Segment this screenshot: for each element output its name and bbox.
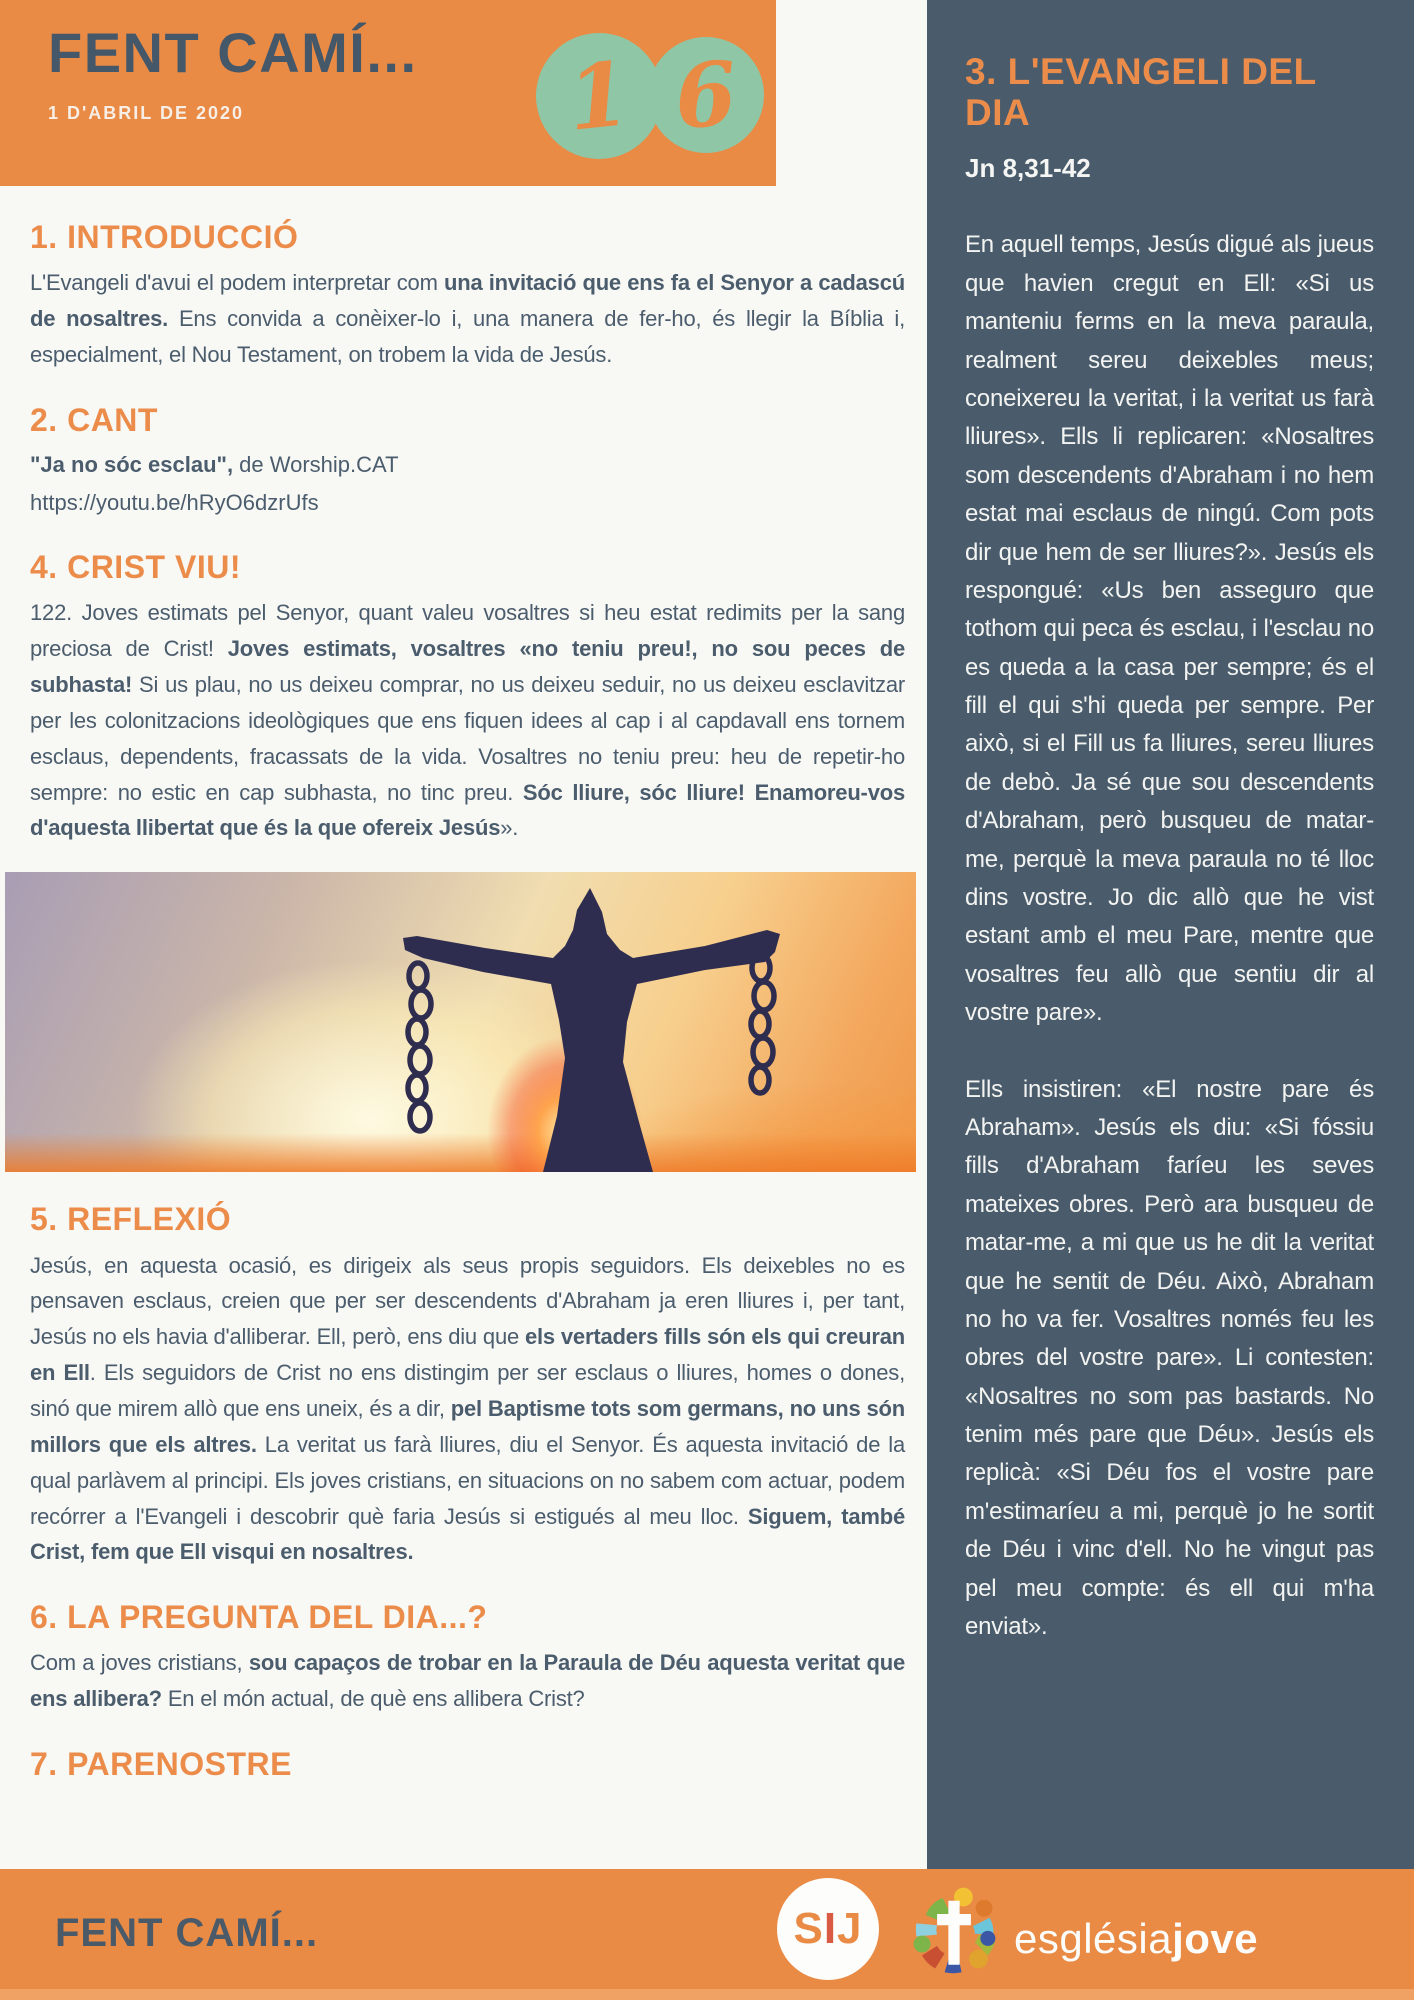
youtube-url[interactable]: https://youtu.be/hRyO6dzrUfs: [30, 490, 319, 516]
section-cant: [30, 403, 905, 520]
issue-badge-circle-1: [536, 33, 662, 159]
issue-badge-circle-2: [648, 37, 764, 153]
main-column: [0, 186, 927, 1792]
issue-digit-1: 1: [563, 41, 635, 151]
sij-letter-s: S: [793, 1904, 824, 1953]
introduccio-paragraph: L'Evangeli d'avui el podem interpretar com una invitació que ens fa el Senyor a cadascú de nosaltres. Ens convida a conèixer-lo i, una manera de fer-ho, és llegir la Bíblia i, especialment, el Nou Testament, on trobem la vida de Jesús.: [30, 270, 905, 367]
footer-title: FENT CAMÍ...: [55, 1911, 319, 1955]
section-pregunta: [30, 1600, 905, 1717]
footer-bar: [0, 1869, 1414, 2000]
introduccio-heading: 1. INTRODUCCIÓ: [30, 219, 299, 255]
pregunta-paragraph: Com a joves cristians, sou capaços de trobar en la Paraula de Déu aquesta veritat que ens allibera? En el món actual, de què ens allibera Crist?: [30, 1650, 905, 1712]
parenostre-heading: 7. PARENOSTRE: [30, 1746, 292, 1783]
chain-left: [408, 963, 431, 1131]
crist-viu-heading: 4. CRIST VIU!: [30, 549, 241, 586]
freedom-photo: [5, 872, 916, 1172]
section-reflexio: [30, 1202, 905, 1570]
footer-bottom-edge: [0, 1989, 1414, 2000]
page-title: FENT CAMÍ...: [48, 21, 418, 84]
sij-letter-j: J: [837, 1904, 863, 1953]
section-parenostre: [30, 1747, 905, 1782]
reflexio-paragraph: Jesús, en aquesta ocasió, es dirigeix als seus propis seguidors. Els deixebles no es pensaven esclaus, creien que per ser descendents d'Abraham ja eren lliures i, per tant, Jesús no els havia d'alliberar. Ell, però, ens diu que els vertaders fills són els qui creuran en Ell. Els seguidors de Crist no ens distingim per ser esclaus o lliures, homes o dones, sinó que mirem allò que ens uneix, és a dir, pel Baptisme tots som germans, no uns són millors que els altres. La veritat us farà lliures, diu el Senyor. És aquesta invitació de la qual parlàvem al principi. Els joves cristians, en situacions on no sabem com actuar, podem recórrer a l'Evangeli i descobrir què faria Jesús si estigués al meu lloc. Siguem, també Crist, fem que Ell visqui en nosaltres.: [30, 1252, 905, 1565]
section-introduccio: [30, 220, 905, 373]
issue-digit-2: 6: [671, 40, 741, 150]
evangeli-reference: Jn 8,31-42: [965, 153, 1091, 184]
issue-badge: [536, 33, 776, 161]
esglesiajove-icon: [907, 1882, 1001, 1976]
silhouette-figure: [403, 888, 780, 1172]
cant-song-title: "Ja no sóc esclau", de Worship.CAT: [30, 451, 399, 477]
evangeli-paragraph-1: En aquell temps, Jesús digué als jueus que havien cregut en Ell: «Si us manteniu ferms en la meva paraula, realment sereu deixebles meus; coneixereu la veritat, i la veritat us farà lliures». Ells li replicaren: «Nosaltres som descendents d'Abraham i no hem estat mai esclaus de ningú. Com pots dir que hem de ser lliures?». Jesús els respongué: «Us ben asseguro que tothom qui peca és esclau, i l'esclau no es queda a la casa per sempre; és el fill el qui s'hi queda per sempre. Per això, si el Fill us fa lliures, sereu lliures de debò. Ja sé que sou descendents d'Abraham, però busqueu de matar-me, perquè la meva paraula no té lloc dins vostre. Jo dic allò que he vist estant amb el meu Pare, mentre que vosaltres feu allò que sentiu dir al vostre pare».: [965, 231, 1374, 1027]
freedom-photo-illustration: [5, 872, 916, 1172]
crist-viu-paragraph: 122. Joves estimats pel Senyor, quant valeu vosaltres si heu estat redimits per la sang preciosa de Crist! Joves estimats, vosaltres «no teniu preu!, no sou peces de subhasta! Si us plau, no us deixeu comprar, no us deixeu seduir, no us deixeu esclavitzar per les colonitzacions ideològiques que ens fiquen idees al cap i al capdavall ens tornem esclaus, dependents, fracassats de la vida. Vosaltres no teniu preu: heu de repetir-ho sempre: no estic en cap subhasta, no tinc preu. Sóc lliure, sóc lliure! Enamoreu-vos d'aquesta llibertat que és la que ofereix Jesús».: [30, 600, 905, 841]
sij-letter-i: I: [823, 1904, 838, 1953]
chain-right: [751, 955, 774, 1093]
reflexio-heading: 5. REFLEXIÓ: [30, 1201, 232, 1238]
evangeli-heading: 3. L'EVANGELI DEL DIA: [965, 51, 1317, 133]
cant-heading: 2. CANT: [30, 401, 158, 438]
section-crist-viu: [30, 550, 905, 846]
sidebar-evangeli: [927, 0, 1414, 1869]
sij-logo: [777, 1878, 879, 1980]
esglesiajove-wordmark: esglésiajove: [1014, 1915, 1259, 1962]
cant-youtube-link[interactable]: [30, 486, 905, 520]
issue-date: 1 D'ABRIL DE 2020: [48, 102, 245, 123]
pregunta-heading: 6. LA PREGUNTA DEL DIA...?: [30, 1599, 488, 1636]
masthead: [0, 0, 776, 186]
evangeli-paragraph-2: Ells insistiren: «El nostre pare és Abraham». Jesús els diu: «Si fóssiu fills d'Abraham faríeu les seves mateixes obres. Però ara busqueu de matar-me, a mi que us he dit la veritat que he sentit de Déu. Això, Abraham no ho va fer. Vosaltres només feu les obres del vostre pare». Li contesten: «Nosaltres no som pas bastards. No tenim més pare que Déu». Jesús els replicà: «Si Déu fos el vostre pare m'estimaríeu a mi, perquè jo he sortit de Déu i vinc d'ell. No he vingut pas pel meu compte: és ell qui m'ha enviat».: [965, 1075, 1374, 1641]
